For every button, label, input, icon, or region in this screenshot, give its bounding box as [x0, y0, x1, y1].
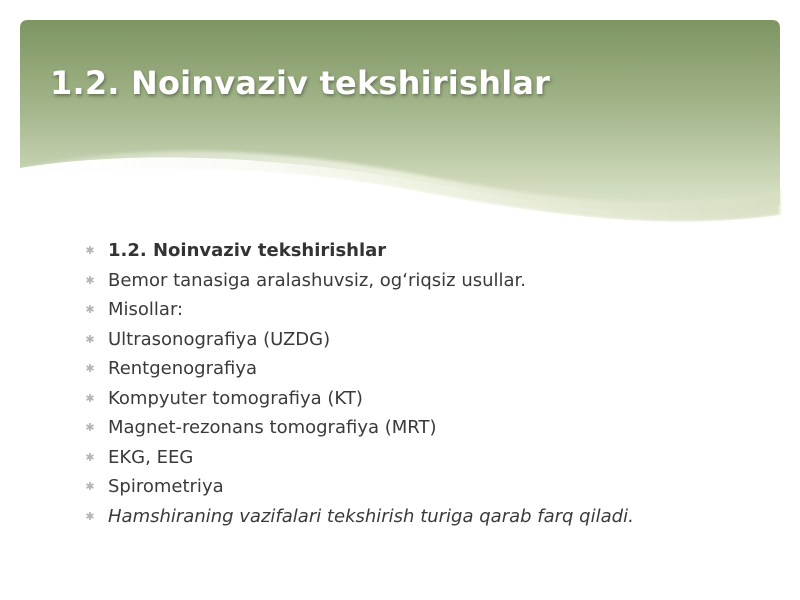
- star-bullet-icon: ✱: [85, 421, 95, 434]
- star-bullet-icon: ✱: [85, 480, 95, 493]
- list-item-text: Kompyuter tomografiya (KT): [108, 387, 363, 409]
- list-item-text: Ultrasonografiya (UZDG): [108, 328, 331, 350]
- list-item-text: EKG, EEG: [108, 446, 194, 468]
- list-item-text: 1.2. Noinvaziv tekshirishlar: [108, 240, 387, 261]
- star-bullet-icon: ✱: [85, 450, 95, 464]
- slide-title: 1.2. Noinvaziv tekshirishlar: [50, 64, 551, 102]
- list-item-text: Bemor tanasiga aralashuvsiz, og‘riqsiz usullar.: [108, 269, 527, 291]
- star-bullet-icon: ✱: [85, 244, 95, 257]
- header-banner: [0, 0, 800, 240]
- list-item-text: Spirometriya: [108, 476, 224, 497]
- list-item-text: Misollar:: [108, 299, 184, 320]
- star-bullet-icon: ✱: [85, 362, 95, 375]
- list-item-text: Rentgenografiya: [108, 358, 258, 379]
- list-item-text: Hamshiraning vazifalari tekshirish turiga qarab farq qiladi.: [108, 505, 634, 527]
- list-item-text: Magnet-rezonans tomografiya (MRT): [108, 417, 437, 438]
- star-bullet-icon: ✱: [85, 303, 95, 316]
- star-bullet-icon: ✱: [85, 509, 95, 523]
- star-bullet-icon: ✱: [85, 332, 95, 346]
- star-bullet-icon: ✱: [85, 273, 95, 287]
- star-bullet-icon: ✱: [85, 391, 95, 405]
